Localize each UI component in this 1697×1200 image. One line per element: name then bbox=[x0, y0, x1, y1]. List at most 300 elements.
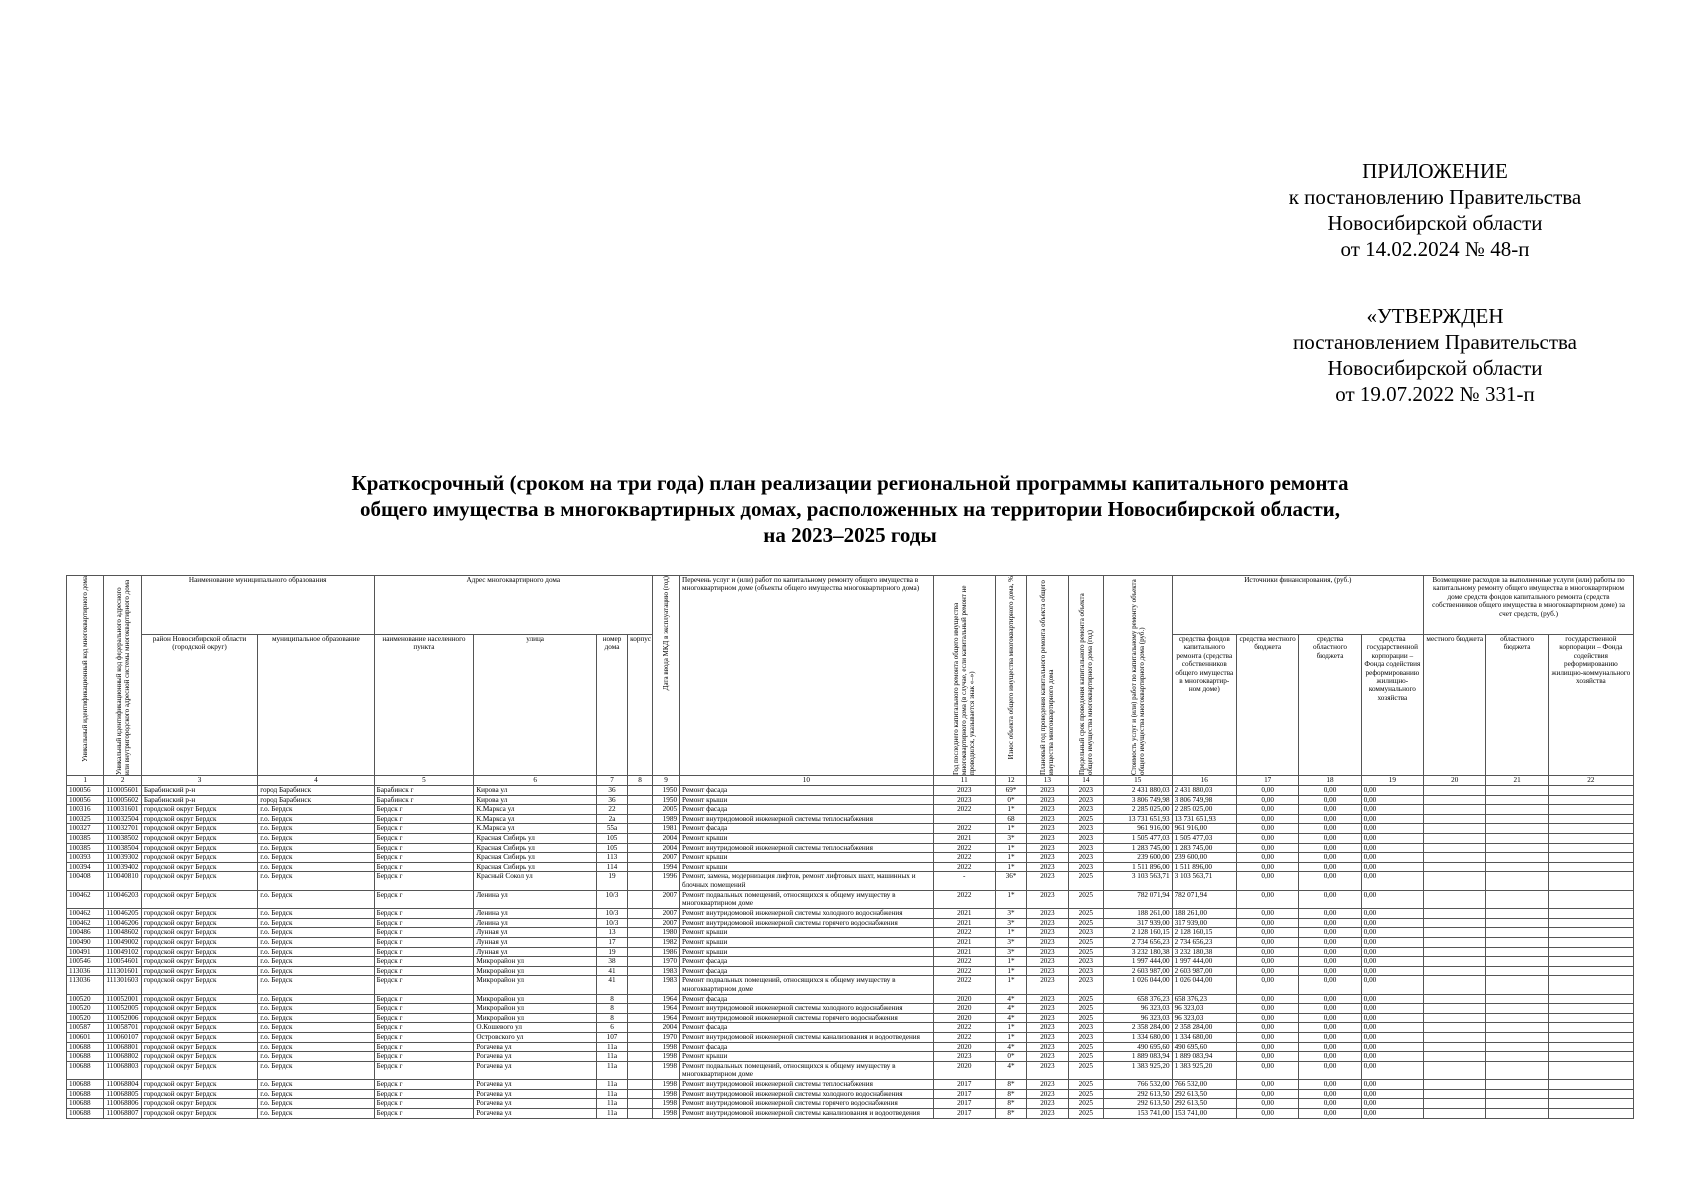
approved-line: Новосибирской области bbox=[1327, 356, 1543, 380]
cell-street: Микрорайон ул bbox=[474, 1004, 597, 1014]
cell-reimbursement bbox=[1486, 833, 1548, 843]
cell-year: 2004 bbox=[653, 1023, 680, 1033]
cell-wear: 0* bbox=[995, 795, 1026, 805]
cell-fund: 292 613,50 bbox=[1172, 1089, 1236, 1099]
cell-district: городской округ Бердск bbox=[141, 814, 257, 824]
cell-cost: 1 026 044,00 bbox=[1103, 976, 1172, 994]
cell-corp: 0,00 bbox=[1361, 1080, 1423, 1090]
cell-wear: 1* bbox=[995, 976, 1026, 994]
cell-year: 1981 bbox=[653, 824, 680, 834]
cell-code: 110052005 bbox=[104, 1004, 141, 1014]
cell-regional: 0,00 bbox=[1299, 824, 1361, 834]
cell-building bbox=[628, 947, 653, 957]
cell-cost: 782 071,94 bbox=[1103, 890, 1172, 908]
cell-wear: 0* bbox=[995, 1052, 1026, 1062]
cell-corp: 0,00 bbox=[1361, 937, 1423, 947]
cell-last-repair: 2021 bbox=[933, 833, 995, 843]
cell-uid: 100408 bbox=[67, 872, 104, 890]
cell-reimbursement bbox=[1424, 824, 1486, 834]
group-header-reimbursement: Возмещение расходов за выполненные услуги (или) работы по капитальному ремонту общего имущества в многоквартирном доме средств фондов капитального ремонта (средств собственников общего имущества в многоквартирном доме) за счет средств, (руб.) bbox=[1424, 576, 1634, 635]
cell-municipality: г.о. Бердск bbox=[258, 1052, 374, 1062]
cell-deadline: 2025 bbox=[1068, 1061, 1103, 1079]
cell-cost: 96 323,03 bbox=[1103, 1004, 1172, 1014]
cell-building bbox=[628, 1099, 653, 1109]
cell-fund: 13 731 651,93 bbox=[1172, 814, 1236, 824]
cell-cost: 239 600,00 bbox=[1103, 853, 1172, 863]
cell-wear: 1* bbox=[995, 853, 1026, 863]
cell-code: 110039402 bbox=[104, 862, 141, 872]
cell-last-repair: 2017 bbox=[933, 1080, 995, 1090]
cell-local: 0,00 bbox=[1236, 872, 1298, 890]
cell-reimbursement bbox=[1486, 928, 1548, 938]
cell-wear: 69* bbox=[995, 786, 1026, 796]
table-row bbox=[67, 1061, 1634, 1079]
cell-code: 110046206 bbox=[104, 918, 141, 928]
cell-reimbursement bbox=[1548, 824, 1633, 834]
table-row bbox=[67, 1089, 1634, 1099]
cell-street: Рогачева ул bbox=[474, 1089, 597, 1099]
cell-reimbursement bbox=[1548, 1080, 1633, 1090]
cell-building bbox=[628, 1004, 653, 1014]
cell-corp: 0,00 bbox=[1361, 833, 1423, 843]
cell-uid: 100520 bbox=[67, 994, 104, 1004]
cell-street: Микрорайон ул bbox=[474, 957, 597, 967]
cell-local: 0,00 bbox=[1236, 966, 1298, 976]
cell-deadline: 2025 bbox=[1068, 909, 1103, 919]
cell-reimbursement bbox=[1424, 872, 1486, 890]
cell-district: городской округ Бердск bbox=[141, 1109, 257, 1119]
cell-uid: 100316 bbox=[67, 805, 104, 815]
header-reimb-corp: государственной корпорации – Фонда содействия реформированию жилищно-коммунального хозяйства bbox=[1548, 635, 1633, 776]
cell-reimbursement bbox=[1486, 1023, 1548, 1033]
column-number: 13 bbox=[1027, 776, 1069, 786]
cell-regional: 0,00 bbox=[1299, 862, 1361, 872]
cell-deadline: 2025 bbox=[1068, 1099, 1103, 1109]
cell-reimbursement bbox=[1424, 966, 1486, 976]
cell-code: 110058701 bbox=[104, 1023, 141, 1033]
cell-settlement: Бердск г bbox=[374, 1061, 474, 1079]
cell-corp: 0,00 bbox=[1361, 872, 1423, 890]
cell-regional: 0,00 bbox=[1299, 786, 1361, 796]
cell-street: Рогачева ул bbox=[474, 1042, 597, 1052]
cell-reimbursement bbox=[1424, 909, 1486, 919]
cell-street: Лунная ул bbox=[474, 928, 597, 938]
cell-building bbox=[628, 928, 653, 938]
table-row bbox=[67, 833, 1634, 843]
cell-fund: 2 603 987,00 bbox=[1172, 966, 1236, 976]
cell-cost: 188 261,00 bbox=[1103, 909, 1172, 919]
cell-wear: 3* bbox=[995, 937, 1026, 947]
cell-municipality: г.о. Бердск bbox=[258, 1089, 374, 1099]
cell-street: Кирова ул bbox=[474, 786, 597, 796]
cell-code: 110005602 bbox=[104, 795, 141, 805]
cell-plan-year: 2023 bbox=[1027, 862, 1069, 872]
cell-cost: 1 283 745,00 bbox=[1103, 843, 1172, 853]
cell-district: городской округ Бердск bbox=[141, 918, 257, 928]
cell-reimbursement bbox=[1424, 1033, 1486, 1043]
cell-fund: 1 026 044,00 bbox=[1172, 976, 1236, 994]
cell-work: Ремонт фасада bbox=[680, 824, 934, 834]
cell-house: 8 bbox=[596, 994, 627, 1004]
cell-reimbursement bbox=[1486, 786, 1548, 796]
cell-local: 0,00 bbox=[1236, 805, 1298, 815]
cell-last-repair: 2022 bbox=[933, 928, 995, 938]
cell-reimbursement bbox=[1486, 814, 1548, 824]
cell-local: 0,00 bbox=[1236, 1089, 1298, 1099]
cell-cost: 2 128 160,15 bbox=[1103, 928, 1172, 938]
cell-building bbox=[628, 918, 653, 928]
cell-building bbox=[628, 966, 653, 976]
header-works: Перечень услуг и (или) работ по капитальному ремонту общего имущества в многоквартирном доме (объекты общего имущества многоквартирного дома) bbox=[680, 576, 934, 776]
cell-cost: 3 103 563,71 bbox=[1103, 872, 1172, 890]
cell-corp: 0,00 bbox=[1361, 1013, 1423, 1023]
cell-reimbursement bbox=[1424, 805, 1486, 815]
cell-settlement: Бердск г bbox=[374, 1109, 474, 1119]
cell-street: Ленина ул bbox=[474, 918, 597, 928]
cell-deadline: 2025 bbox=[1068, 1004, 1103, 1014]
cell-corp: 0,00 bbox=[1361, 976, 1423, 994]
cell-year: 1964 bbox=[653, 1013, 680, 1023]
header-settlement: наименование населенного пункта bbox=[374, 635, 474, 776]
cell-code: 110049002 bbox=[104, 937, 141, 947]
column-number: 11 bbox=[933, 776, 995, 786]
cell-deadline: 2025 bbox=[1068, 1013, 1103, 1023]
cell-reimbursement bbox=[1548, 994, 1633, 1004]
cell-deadline: 2025 bbox=[1068, 918, 1103, 928]
cell-last-repair: 2022 bbox=[933, 966, 995, 976]
cell-regional: 0,00 bbox=[1299, 937, 1361, 947]
appendix-line: к постановлению Правительства bbox=[1288, 185, 1582, 209]
cell-regional: 0,00 bbox=[1299, 890, 1361, 908]
cell-code: 110068805 bbox=[104, 1089, 141, 1099]
cell-deadline: 2023 bbox=[1068, 1033, 1103, 1043]
cell-code: 110031601 bbox=[104, 805, 141, 815]
cell-building bbox=[628, 957, 653, 967]
column-number: 16 bbox=[1172, 776, 1236, 786]
cell-local: 0,00 bbox=[1236, 947, 1298, 957]
cell-work: Ремонт внутридомовой инженерной системы горячего водоснабжения bbox=[680, 1013, 934, 1023]
cell-plan-year: 2023 bbox=[1027, 1033, 1069, 1043]
cell-code: 110068801 bbox=[104, 1042, 141, 1052]
cell-reimbursement bbox=[1548, 890, 1633, 908]
cell-district: городской округ Бердск bbox=[141, 890, 257, 908]
cell-settlement: Бердск г bbox=[374, 937, 474, 947]
cell-deadline: 2025 bbox=[1068, 1089, 1103, 1099]
cell-wear: 4* bbox=[995, 1004, 1026, 1014]
cell-uid: 100688 bbox=[67, 1052, 104, 1062]
cell-cost: 292 613,50 bbox=[1103, 1089, 1172, 1099]
cell-code: 111301603 bbox=[104, 976, 141, 994]
cell-work: Ремонт подвальных помещений, относящихся к общему имуществу в многоквартирном доме bbox=[680, 1061, 934, 1079]
cell-corp: 0,00 bbox=[1361, 814, 1423, 824]
repair-plan-table bbox=[66, 575, 1634, 1119]
cell-fund: 3 103 563,71 bbox=[1172, 872, 1236, 890]
cell-work: Ремонт внутридомовой инженерной системы теплоснабжения bbox=[680, 843, 934, 853]
cell-reimbursement bbox=[1548, 928, 1633, 938]
cell-corp: 0,00 bbox=[1361, 1004, 1423, 1014]
table-row bbox=[67, 947, 1634, 957]
cell-municipality: г.о. Бердск bbox=[258, 1109, 374, 1119]
cell-fund: 3 232 180,38 bbox=[1172, 947, 1236, 957]
cell-deadline: 2023 bbox=[1068, 853, 1103, 863]
cell-street: Островского ул bbox=[474, 1033, 597, 1043]
cell-last-repair: 2022 bbox=[933, 976, 995, 994]
cell-building bbox=[628, 976, 653, 994]
appendix-line: от 14.02.2024 № 48-п bbox=[1340, 237, 1530, 261]
cell-local: 0,00 bbox=[1236, 937, 1298, 947]
cell-uid: 100056 bbox=[67, 786, 104, 796]
cell-plan-year: 2023 bbox=[1027, 1109, 1069, 1119]
cell-uid: 100688 bbox=[67, 1099, 104, 1109]
cell-house: 19 bbox=[596, 947, 627, 957]
cell-last-repair: 2020 bbox=[933, 1042, 995, 1052]
cell-wear: 1* bbox=[995, 862, 1026, 872]
cell-wear: 1* bbox=[995, 805, 1026, 815]
cell-wear: 4* bbox=[995, 1042, 1026, 1052]
cell-cost: 153 741,00 bbox=[1103, 1109, 1172, 1119]
cell-district: городской округ Бердск bbox=[141, 862, 257, 872]
cell-street: Ленина ул bbox=[474, 890, 597, 908]
cell-street: Лунная ул bbox=[474, 937, 597, 947]
cell-district: городской округ Бердск bbox=[141, 1080, 257, 1090]
cell-cost: 317 939,00 bbox=[1103, 918, 1172, 928]
cell-code: 110005601 bbox=[104, 786, 141, 796]
cell-municipality: г.о. Бердск bbox=[258, 1042, 374, 1052]
cell-settlement: Бердск г bbox=[374, 1023, 474, 1033]
table-row bbox=[67, 918, 1634, 928]
cell-deadline: 2025 bbox=[1068, 1109, 1103, 1119]
cell-reimbursement bbox=[1548, 947, 1633, 957]
cell-wear: 3* bbox=[995, 918, 1026, 928]
cell-deadline: 2025 bbox=[1068, 890, 1103, 908]
cell-district: городской округ Бердск bbox=[141, 1013, 257, 1023]
cell-reimbursement bbox=[1548, 843, 1633, 853]
cell-work: Ремонт крыши bbox=[680, 853, 934, 863]
cell-uid: 100486 bbox=[67, 928, 104, 938]
cell-house: 13 bbox=[596, 928, 627, 938]
cell-deadline: 2023 bbox=[1068, 966, 1103, 976]
cell-deadline: 2025 bbox=[1068, 937, 1103, 947]
cell-district: городской округ Бердск bbox=[141, 805, 257, 815]
cell-uid: 100462 bbox=[67, 918, 104, 928]
cell-local: 0,00 bbox=[1236, 994, 1298, 1004]
header-year-built: Дата ввода МКД в эксплуатацию (год) bbox=[653, 576, 680, 776]
cell-reimbursement bbox=[1486, 918, 1548, 928]
cell-municipality: г.о. Бердск bbox=[258, 824, 374, 834]
cell-settlement: Бердск г bbox=[374, 1099, 474, 1109]
cell-settlement: Бердск г bbox=[374, 957, 474, 967]
cell-district: Барабинский р-н bbox=[141, 786, 257, 796]
cell-fund: 961 916,00 bbox=[1172, 824, 1236, 834]
column-number: 7 bbox=[596, 776, 627, 786]
cell-district: городской округ Бердск bbox=[141, 1061, 257, 1079]
cell-street: Рогачева ул bbox=[474, 1099, 597, 1109]
cell-work: Ремонт фасада bbox=[680, 994, 934, 1004]
cell-local: 0,00 bbox=[1236, 928, 1298, 938]
column-number: 5 bbox=[374, 776, 474, 786]
cell-district: городской округ Бердск bbox=[141, 957, 257, 967]
cell-street: Рогачева ул bbox=[474, 1061, 597, 1079]
cell-house: 10/3 bbox=[596, 909, 627, 919]
cell-reimbursement bbox=[1424, 1061, 1486, 1079]
table-row bbox=[67, 937, 1634, 947]
cell-work: Ремонт внутридомовой инженерной системы горячего водоснабжения bbox=[680, 1099, 934, 1109]
cell-reimbursement bbox=[1424, 862, 1486, 872]
cell-reimbursement bbox=[1424, 1023, 1486, 1033]
table-row bbox=[67, 1042, 1634, 1052]
cell-fund: 1 283 745,00 bbox=[1172, 843, 1236, 853]
cell-fund: 292 613,50 bbox=[1172, 1099, 1236, 1109]
cell-local: 0,00 bbox=[1236, 890, 1298, 908]
cell-work: Ремонт крыши bbox=[680, 937, 934, 947]
cell-fund: 1 889 083,94 bbox=[1172, 1052, 1236, 1062]
cell-municipality: г.о. Бердск bbox=[258, 909, 374, 919]
cell-deadline: 2025 bbox=[1068, 1080, 1103, 1090]
cell-corp: 0,00 bbox=[1361, 786, 1423, 796]
cell-building bbox=[628, 1023, 653, 1033]
cell-work: Ремонт фасада bbox=[680, 805, 934, 815]
cell-municipality: г.о. Бердск bbox=[258, 1061, 374, 1079]
cell-local: 0,00 bbox=[1236, 918, 1298, 928]
cell-settlement: Бердск г bbox=[374, 918, 474, 928]
table-row bbox=[67, 957, 1634, 967]
cell-regional: 0,00 bbox=[1299, 805, 1361, 815]
cell-year: 1950 bbox=[653, 786, 680, 796]
cell-settlement: Бердск г bbox=[374, 928, 474, 938]
cell-last-repair: 2020 bbox=[933, 1004, 995, 1014]
cell-local: 0,00 bbox=[1236, 795, 1298, 805]
cell-last-repair: 2022 bbox=[933, 1023, 995, 1033]
column-number: 4 bbox=[258, 776, 374, 786]
cell-district: городской округ Бердск bbox=[141, 1052, 257, 1062]
cell-settlement: Бердск г bbox=[374, 814, 474, 824]
cell-last-repair: 2022 bbox=[933, 824, 995, 834]
cell-cost: 1 505 477,03 bbox=[1103, 833, 1172, 843]
cell-last-repair: 2022 bbox=[933, 1033, 995, 1043]
title-line: общего имущества в многоквартирных домах, расположенных на территории Новосибирской области, bbox=[359, 497, 1341, 521]
cell-uid: 100546 bbox=[67, 957, 104, 967]
cell-settlement: Барабинск г bbox=[374, 786, 474, 796]
cell-wear: 1* bbox=[995, 928, 1026, 938]
cell-plan-year: 2023 bbox=[1027, 814, 1069, 824]
cell-uid: 100587 bbox=[67, 1023, 104, 1033]
cell-work: Ремонт крыши bbox=[680, 928, 934, 938]
header-cost: Стоимость услуг и (или) работ по капитальному ремонту объекта общего имущества многоквартирного дома (руб.) bbox=[1103, 576, 1172, 776]
cell-house: 11а bbox=[596, 1080, 627, 1090]
cell-house: 36 bbox=[596, 795, 627, 805]
cell-settlement: Бердск г bbox=[374, 824, 474, 834]
cell-corp: 0,00 bbox=[1361, 853, 1423, 863]
cell-reimbursement bbox=[1486, 1089, 1548, 1099]
cell-wear: 1* bbox=[995, 966, 1026, 976]
cell-reimbursement bbox=[1424, 1099, 1486, 1109]
cell-reimbursement bbox=[1548, 1109, 1633, 1119]
cell-reimbursement bbox=[1548, 862, 1633, 872]
cell-district: городской округ Бердск bbox=[141, 994, 257, 1004]
cell-plan-year: 2023 bbox=[1027, 786, 1069, 796]
column-number: 17 bbox=[1236, 776, 1298, 786]
cell-reimbursement bbox=[1424, 937, 1486, 947]
cell-settlement: Бердск г bbox=[374, 843, 474, 853]
cell-house: 55а bbox=[596, 824, 627, 834]
cell-work: Ремонт внутридомовой инженерной системы горячего водоснабжения bbox=[680, 918, 934, 928]
cell-cost: 658 376,23 bbox=[1103, 994, 1172, 1004]
cell-plan-year: 2023 bbox=[1027, 966, 1069, 976]
cell-reimbursement bbox=[1548, 937, 1633, 947]
cell-district: городской округ Бердск bbox=[141, 853, 257, 863]
cell-code: 110038504 bbox=[104, 843, 141, 853]
header-street: улица bbox=[474, 635, 597, 776]
cell-reimbursement bbox=[1486, 890, 1548, 908]
header-reimb-regional: областного бюджета bbox=[1486, 635, 1548, 776]
cell-reimbursement bbox=[1424, 976, 1486, 994]
cell-work: Ремонт фасада bbox=[680, 966, 934, 976]
cell-deadline: 2025 bbox=[1068, 872, 1103, 890]
cell-work: Ремонт крыши bbox=[680, 947, 934, 957]
cell-street: К.Маркса ул bbox=[474, 805, 597, 815]
column-number: 18 bbox=[1299, 776, 1361, 786]
cell-deadline: 2023 bbox=[1068, 795, 1103, 805]
table-body bbox=[67, 786, 1634, 1119]
cell-house: 113 bbox=[596, 853, 627, 863]
cell-year: 1994 bbox=[653, 862, 680, 872]
cell-house: 11а bbox=[596, 1089, 627, 1099]
cell-district: городской округ Бердск bbox=[141, 966, 257, 976]
cell-year: 1998 bbox=[653, 1099, 680, 1109]
column-number: 10 bbox=[680, 776, 934, 786]
cell-reimbursement bbox=[1486, 1013, 1548, 1023]
cell-plan-year: 2023 bbox=[1027, 872, 1069, 890]
cell-reimbursement bbox=[1486, 1004, 1548, 1014]
cell-deadline: 2023 bbox=[1068, 1023, 1103, 1033]
cell-last-repair: 2021 bbox=[933, 918, 995, 928]
group-header-address: Адрес многоквартирного дома bbox=[374, 576, 652, 635]
cell-building bbox=[628, 795, 653, 805]
cell-house: 2а bbox=[596, 814, 627, 824]
cell-corp: 0,00 bbox=[1361, 928, 1423, 938]
cell-house: 10/3 bbox=[596, 918, 627, 928]
cell-code: 110032701 bbox=[104, 824, 141, 834]
table-row bbox=[67, 1004, 1634, 1014]
cell-street: К.Маркса ул bbox=[474, 814, 597, 824]
cell-cost: 490 695,60 bbox=[1103, 1042, 1172, 1052]
cell-municipality: г.о. Бердск bbox=[258, 1023, 374, 1033]
cell-house: 19 bbox=[596, 872, 627, 890]
cell-reimbursement bbox=[1424, 786, 1486, 796]
cell-reimbursement bbox=[1548, 1052, 1633, 1062]
cell-local: 0,00 bbox=[1236, 1080, 1298, 1090]
cell-municipality: г.о. Бердск bbox=[258, 928, 374, 938]
cell-year: 2004 bbox=[653, 843, 680, 853]
cell-local: 0,00 bbox=[1236, 1033, 1298, 1043]
cell-building bbox=[628, 843, 653, 853]
cell-corp: 0,00 bbox=[1361, 1109, 1423, 1119]
cell-district: городской округ Бердск bbox=[141, 976, 257, 994]
cell-code: 110052001 bbox=[104, 994, 141, 1004]
cell-deadline: 2023 bbox=[1068, 805, 1103, 815]
cell-reimbursement bbox=[1486, 947, 1548, 957]
cell-settlement: Бердск г bbox=[374, 966, 474, 976]
cell-uid: 100520 bbox=[67, 1004, 104, 1014]
cell-local: 0,00 bbox=[1236, 862, 1298, 872]
cell-fund: 1 997 444,00 bbox=[1172, 957, 1236, 967]
column-number: 3 bbox=[141, 776, 257, 786]
cell-street: О.Кошевого ул bbox=[474, 1023, 597, 1033]
cell-uid: 113036 bbox=[67, 976, 104, 994]
cell-municipality: г.о. Бердск bbox=[258, 833, 374, 843]
title-line: Краткосрочный (сроком на три года) план реализации региональной программы капитального ремонта bbox=[351, 471, 1349, 495]
column-number-row bbox=[67, 776, 1634, 786]
